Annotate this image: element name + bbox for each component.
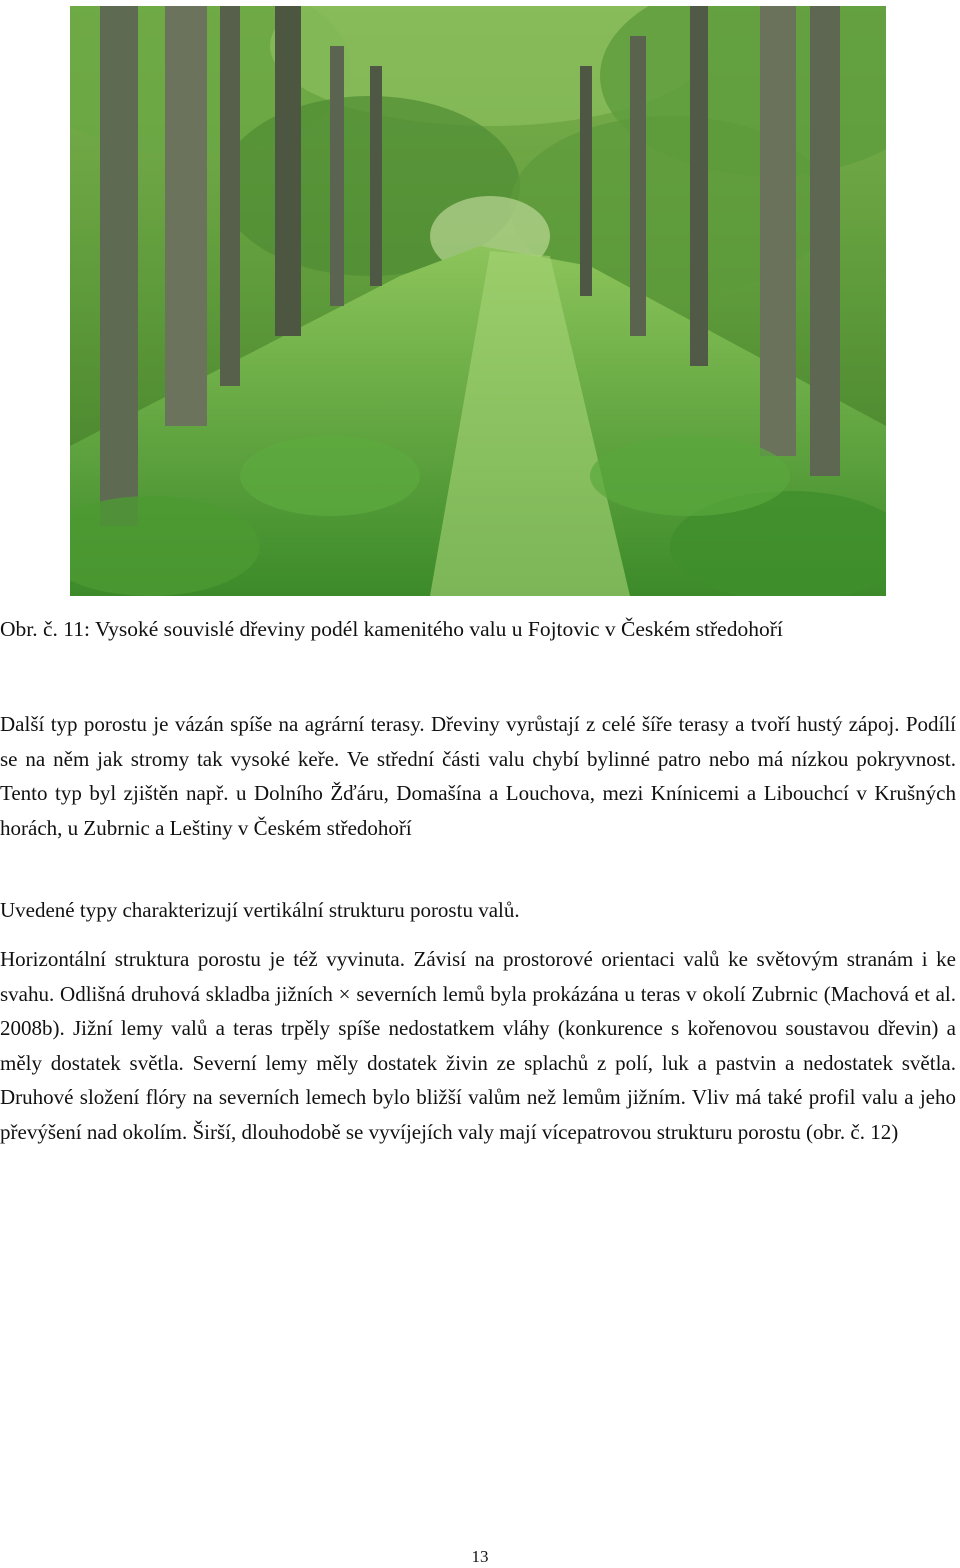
body-paragraph: Horizontální struktura porostu je též vyvinuta. Závisí na prostorové orientaci valů ke světovým stranám i ke svahu. Odlišná druhová skladba jižních × severních lemů byla prokázána u teras v okolí Zubrnic (Machová et al. 2008b). Jižní lemy valů a teras trpěly spíše nedostatkem vláhy (konkurence s kořenovou soustavou dřevin) a měly dostatek světla. Severní lemy měly dostatek živin ze splachů z polí, luk a pastvin a nedostatek světla. Druhové složení flóry na severních lemech bylo bližší valům než lemům jižním. Vliv má také profil valu a jeho převýšení nad okolím. Širší, dlouhodobě se vyvíjejích valy mají vícepatrovou strukturu porostu (obr. č. 12) bbox=[0, 947, 956, 1144]
figure-caption: Obr. č. 11: Vysoké souvislé dřeviny podél kamenitého valu u Fojtovic v Českém středohoří bbox=[0, 617, 783, 641]
body-paragraph: Uvedené typy charakterizují vertikální strukturu porostu valů. bbox=[0, 898, 520, 922]
body-paragraph: Další typ porostu je vázán spíše na agrární terasy. Dřeviny vyrůstají z celé šíře terasy a tvoří hustý zápoj. Podílí se na něm jak stromy tak vysoké keře. Ve střední části valu chybí bylinné patro nebo má nízkou pokryvnost. Tento typ byl zjištěn např. u Dolního Žďáru, Domašína a Louchova, mezi Knínicemi a Libouchcí v Krušných horách, u Zubrnic a Leštiny v Českém středohoří bbox=[0, 712, 956, 840]
forest-photo-image bbox=[70, 6, 886, 596]
figure-photo bbox=[70, 6, 886, 596]
page-number: 13 bbox=[471, 1547, 489, 1566]
